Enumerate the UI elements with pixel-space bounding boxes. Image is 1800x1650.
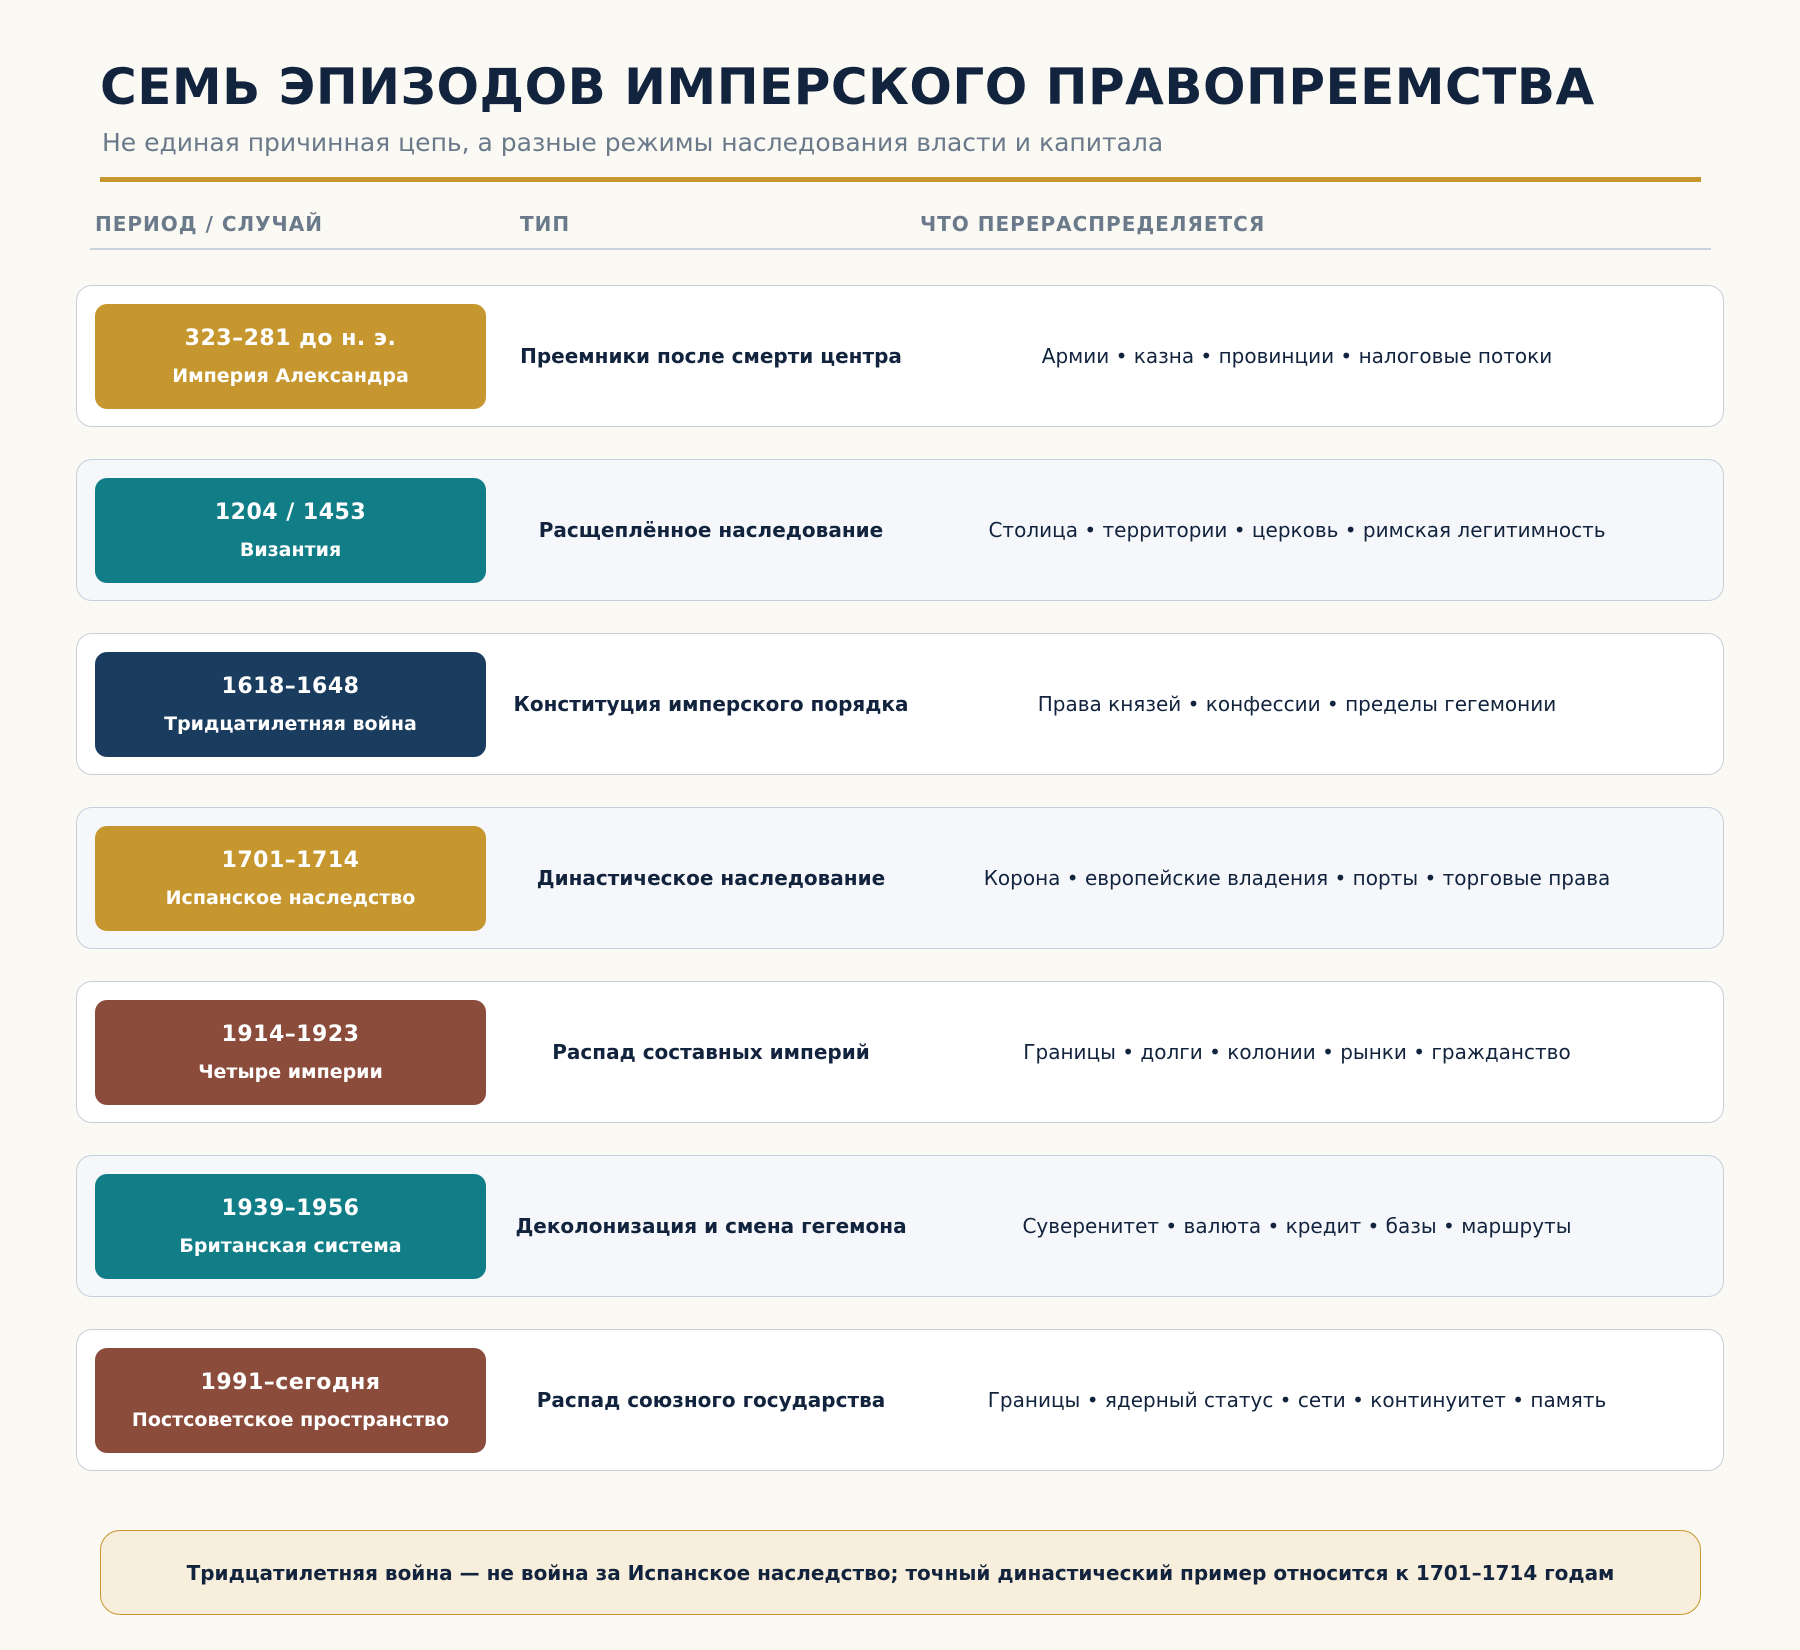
column-header-type: ТИП <box>520 212 571 236</box>
column-header-redistributed: ЧТО ПЕРЕРАСПРЕДЕЛЯЕТСЯ <box>920 212 1266 236</box>
redistributed-cell: Столица • территории • церковь • римская легитимность <box>988 518 1606 542</box>
episode-row <box>76 633 1724 775</box>
case-label: Четыре империи <box>198 1061 383 1083</box>
type-cell: Распад союзного государства <box>536 1388 886 1412</box>
period-badge <box>95 826 486 931</box>
case-label: Испанское наследство <box>165 887 416 909</box>
episode-row <box>76 1155 1724 1297</box>
episode-row <box>76 981 1724 1123</box>
footnote-text: Тридцатилетняя война — не война за Испанское наследство; точный династический пример относится к 1701–1714 годам <box>186 1560 1615 1585</box>
period-badge <box>95 652 486 757</box>
period-label: 323–281 до н. э. <box>184 326 397 351</box>
period-label: 1204 / 1453 <box>214 500 367 525</box>
type-cell: Преемники после смерти центра <box>520 344 902 368</box>
case-label: Британская система <box>179 1235 402 1257</box>
page-subtitle: Не единая причинная цепь, а разные режимы наследования власти и капитала <box>102 128 1164 157</box>
case-label: Тридцатилетняя война <box>164 713 417 735</box>
period-label: 1939–1956 <box>221 1196 360 1221</box>
header-divider <box>90 248 1711 250</box>
title-divider <box>100 177 1701 182</box>
redistributed-cell: Права князей • конфессии • пределы гегемонии <box>1037 692 1557 716</box>
redistributed-cell: Корона • европейские владения • порты • торговые права <box>983 866 1611 890</box>
period-label: 1701–1714 <box>221 848 360 873</box>
episode-row <box>76 1329 1724 1471</box>
page-title: СЕМЬ ЭПИЗОДОВ ИМПЕРСКОГО ПРАВОПРЕЕМСТВА <box>100 58 1595 116</box>
period-label: 1991–сегодня <box>200 1370 381 1395</box>
period-label: 1914–1923 <box>221 1022 360 1047</box>
period-badge <box>95 304 486 409</box>
type-cell: Деколонизация и смена гегемона <box>515 1214 907 1238</box>
redistributed-cell: Границы • ядерный статус • сети • континуитет • память <box>987 1388 1607 1412</box>
footnote-box <box>100 1530 1701 1615</box>
period-badge <box>95 1000 486 1105</box>
period-badge <box>95 478 486 583</box>
redistributed-cell: Границы • долги • колонии • рынки • гражданство <box>1023 1040 1571 1064</box>
case-label: Постсоветское пространство <box>131 1409 450 1431</box>
case-label: Византия <box>239 539 342 561</box>
case-label: Империя Александра <box>172 365 409 387</box>
period-label: 1618–1648 <box>221 674 360 699</box>
redistributed-cell: Суверенитет • валюта • кредит • базы • маршруты <box>1022 1214 1572 1238</box>
type-cell: Распад составных империй <box>552 1040 870 1064</box>
episode-row <box>76 807 1724 949</box>
redistributed-cell: Армии • казна • провинции • налоговые потоки <box>1041 344 1553 368</box>
type-cell: Расщеплённое наследование <box>538 518 884 542</box>
episode-row <box>76 459 1724 601</box>
period-badge <box>95 1348 486 1453</box>
period-badge <box>95 1174 486 1279</box>
episode-row <box>76 285 1724 427</box>
column-header-period: ПЕРИОД / СЛУЧАЙ <box>95 212 323 236</box>
type-cell: Династическое наследование <box>536 866 886 890</box>
type-cell: Конституция имперского порядка <box>513 692 909 716</box>
